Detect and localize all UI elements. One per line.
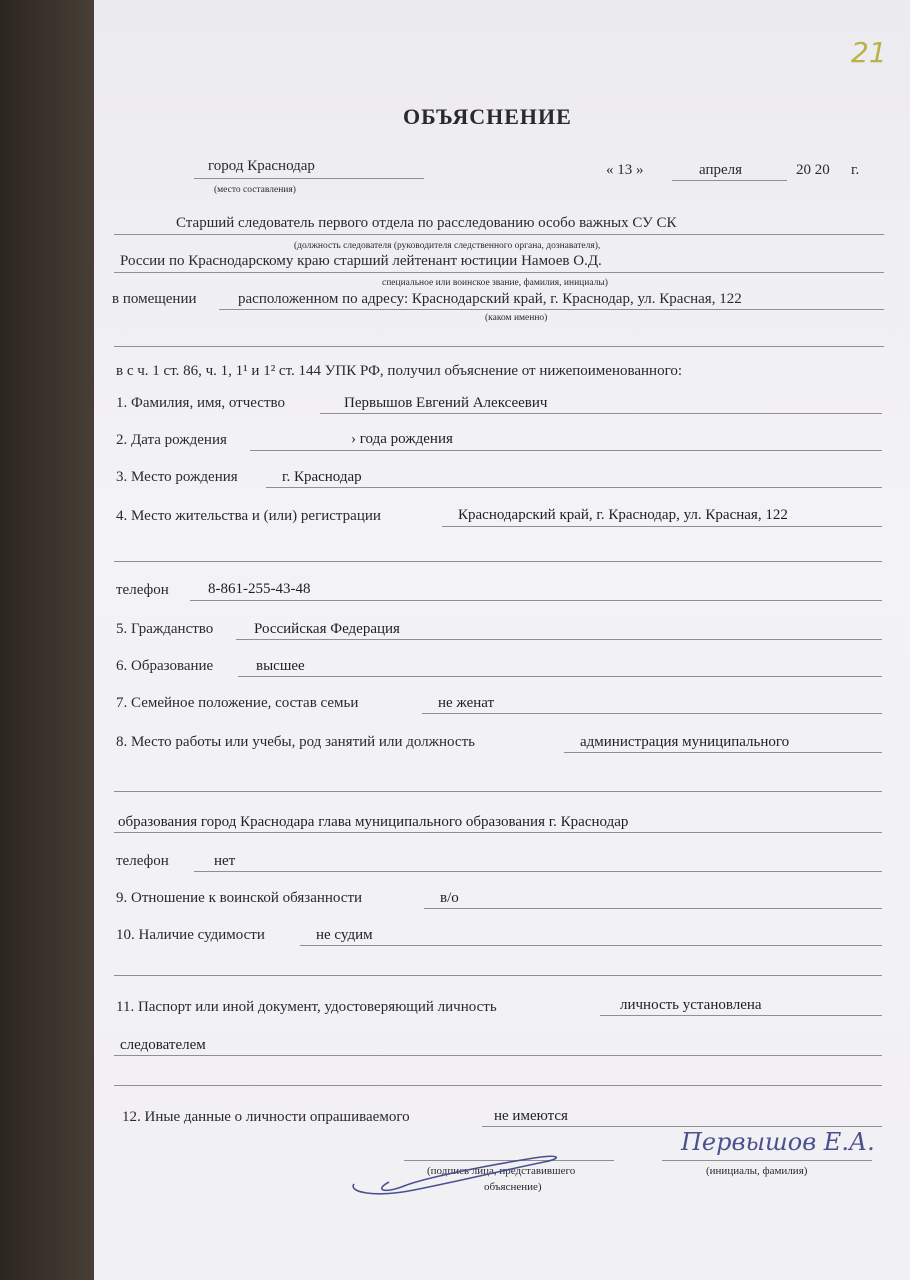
field-residence-value: Краснодарский край, г. Краснодар, ул. Красная, 122 — [458, 507, 788, 523]
date-day: « 13 » — [606, 162, 644, 178]
work-phone-line — [194, 871, 882, 872]
date-month: апреля — [699, 162, 743, 178]
field-other-value: не имеются — [494, 1108, 568, 1124]
handwritten-name — [679, 1118, 904, 1164]
field-military-label: 9. Отношение к воинской обязанности — [116, 890, 363, 906]
field-residence-label: 4. Место жительства и (или) регистрации — [116, 508, 381, 524]
work-phone-value: нет — [214, 853, 236, 869]
signature-scribble — [344, 1140, 604, 1200]
field-military-line — [424, 908, 882, 909]
field-passport-line-1 — [600, 1015, 882, 1016]
legal-basis: в с ч. 1 ст. 86, ч. 1, 1¹ и 1² ст. 144 УПК РФ, получил объяснение от нижепоименованного: — [116, 363, 683, 379]
phone-value: 8-861-255-43-48 — [208, 581, 311, 597]
room-label: в помещении — [112, 291, 197, 307]
field-conviction-line-2 — [114, 975, 882, 976]
phone-line — [190, 600, 882, 601]
field-work-line-3 — [114, 832, 882, 833]
field-passport-line-3 — [114, 1085, 882, 1086]
field-work-label: 8. Место работы или учебы, род занятий или должность — [116, 734, 475, 750]
date-year: 20 20 — [796, 162, 830, 178]
field-family-line — [422, 713, 882, 714]
field-passport-line-2 — [114, 1055, 882, 1056]
field-birthdate-line — [250, 450, 882, 451]
signature-caption-right: (инициалы, фамилия) — [706, 1165, 808, 1177]
field-citizenship-value: Российская Федерация — [254, 621, 400, 637]
investigator-caption-1: (должность следователя (руководителя следственного органа, дознавателя), — [294, 241, 601, 251]
field-birthplace-value: г. Краснодар — [282, 469, 362, 485]
field-residence-line-2 — [114, 561, 882, 562]
place-value: город Краснодар — [208, 158, 315, 174]
document-page — [94, 0, 910, 1280]
field-birthplace-line — [266, 487, 882, 488]
place-line — [194, 178, 424, 179]
field-conviction-line — [300, 945, 882, 946]
field-residence-line — [442, 526, 882, 527]
field-work-value-2: образования город Краснодара глава муниципального образования г. Краснодар — [118, 814, 629, 830]
phone-label: телефон — [116, 582, 169, 598]
field-name-label: 1. Фамилия, имя, отчество — [116, 395, 285, 411]
field-education-label: 6. Образование — [116, 658, 214, 674]
work-phone-label: телефон — [116, 853, 169, 869]
page-number: 21 — [851, 36, 887, 69]
field-other-label: 12. Иные данные о личности опрашиваемого — [122, 1109, 410, 1125]
investigator-line-2: России по Краснодарскому краю старший лейтенант юстиции Намоев О.Д. — [120, 253, 602, 269]
svg-text:Первышов Е.А.: Первышов Е.А. — [681, 1128, 875, 1156]
field-citizenship-line — [236, 639, 882, 640]
field-birthdate-label: 2. Дата рождения — [116, 432, 227, 448]
field-passport-value-2: следователем — [120, 1037, 206, 1053]
room-caption: (каком именно) — [485, 313, 548, 323]
field-name-value: Первышов Евгений Алексеевич — [344, 395, 548, 411]
blank-line — [114, 346, 884, 347]
field-education-value: высшее — [256, 658, 305, 674]
field-passport-value-1: личность установлена — [620, 997, 762, 1013]
signature-caption-left-1: (подпись лица, представившего — [427, 1165, 576, 1177]
investigator-line-1-rule — [114, 234, 884, 235]
room-value: расположенном по адресу: Краснодарский край, г. Краснодар, ул. Красная, 122 — [238, 291, 742, 307]
field-military-value: в/о — [440, 890, 459, 906]
room-line — [219, 309, 884, 310]
investigator-caption-2: специальное или воинское звание, фамилия, инициалы) — [382, 278, 608, 288]
month-line — [672, 180, 787, 181]
field-education-line — [238, 676, 882, 677]
field-work-value-1: администрация муниципального — [580, 734, 790, 750]
field-conviction-value: не судим — [316, 927, 373, 943]
field-family-label: 7. Семейное положение, состав семьи — [116, 695, 359, 711]
field-conviction-label: 10. Наличие судимости — [116, 927, 265, 943]
field-work-line-1 — [564, 752, 882, 753]
place-caption: (место составления) — [214, 185, 296, 195]
field-birthdate-value: › года рождения — [351, 431, 453, 447]
field-birthplace-label: 3. Место рождения — [116, 469, 238, 485]
field-work-line-2 — [114, 791, 882, 792]
field-family-value: не женат — [438, 695, 495, 711]
field-passport-label: 11. Паспорт или иной документ, удостоверяющий личность — [116, 999, 497, 1015]
date-year-suffix: г. — [851, 162, 860, 178]
field-name-line — [320, 413, 882, 414]
investigator-line-1: Старший следователь первого отдела по расследованию особо важных СУ СК — [176, 215, 677, 231]
background-edge — [0, 0, 100, 1280]
signature-caption-left-2: объяснение) — [484, 1181, 542, 1193]
document-title: ОБЪЯСНЕНИЕ — [403, 104, 572, 129]
field-citizenship-label: 5. Гражданство — [116, 621, 214, 637]
investigator-line-2-rule — [114, 272, 884, 273]
